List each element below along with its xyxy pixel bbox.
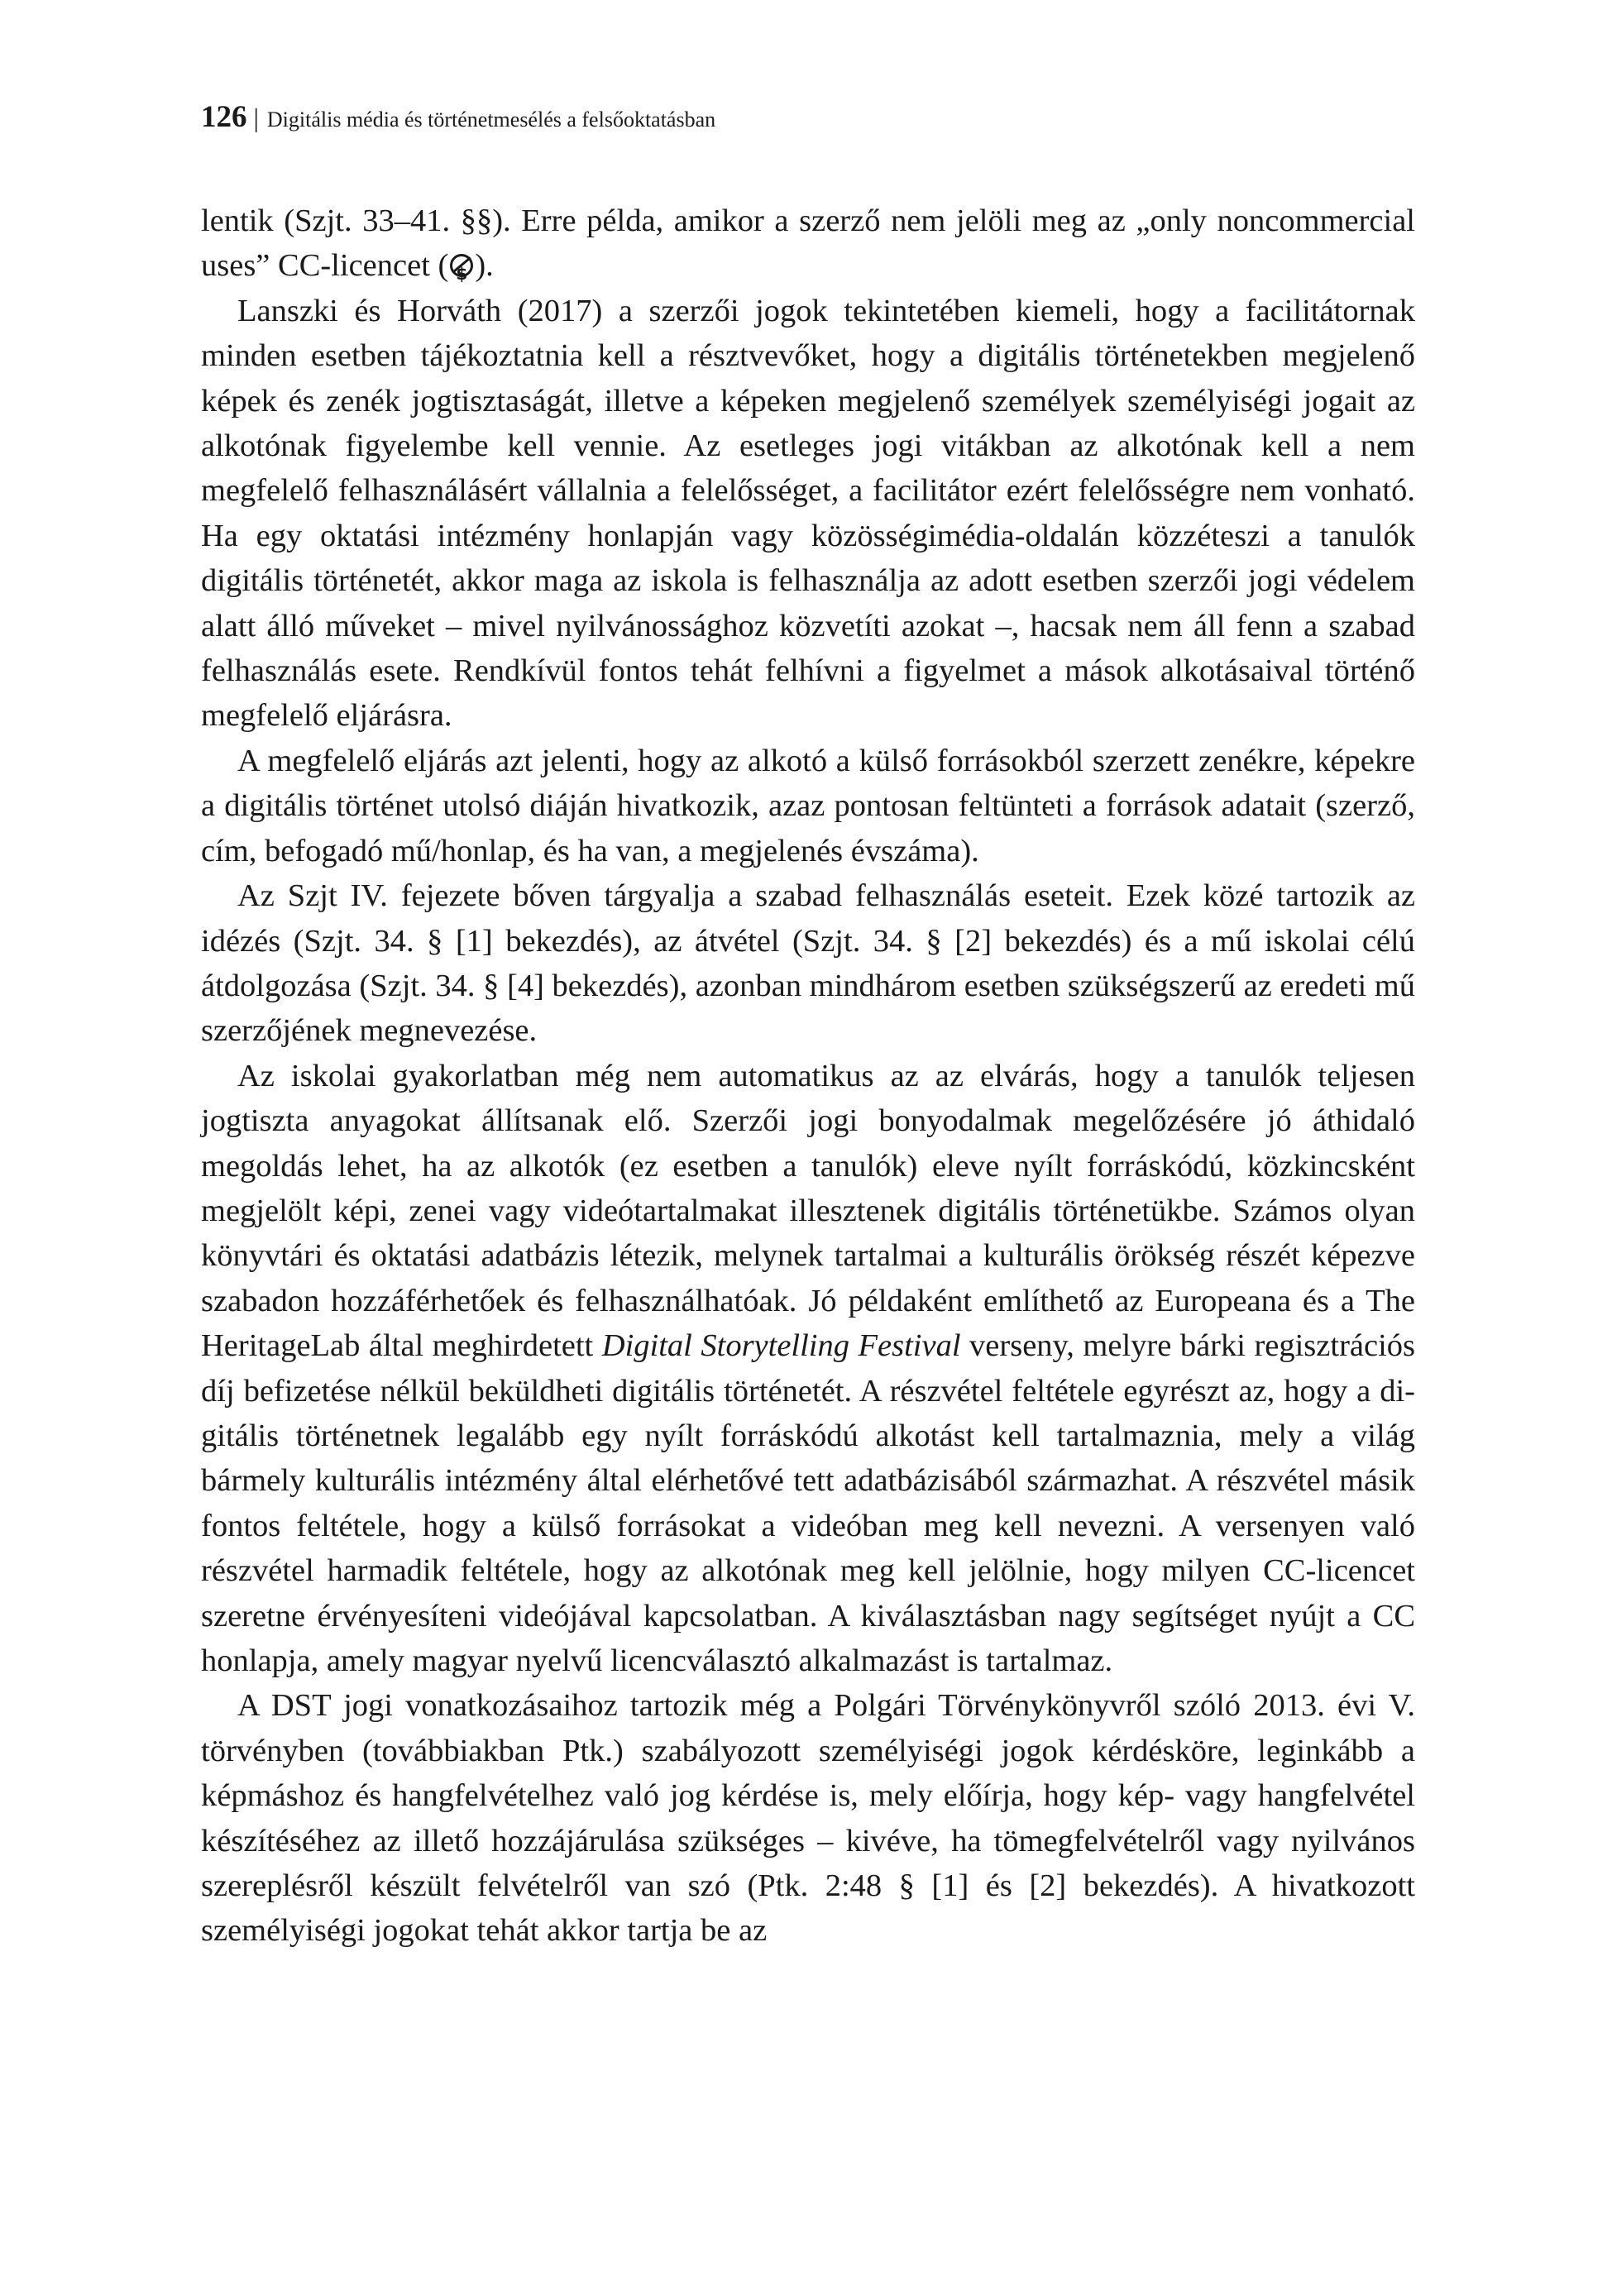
paragraph-1 (201, 199, 1415, 289)
running-header (201, 99, 1415, 149)
paragraph-2: Lanszki és Horváth (2017) a szerzői jogok tekintetében kiemeli, hogy a facilitátornak minden esetben tájékoztatnia kell a résztvevőket, hogy a digitális történetekben megjelenő képek és zenék jogtisztaságát, illetve a képeken megjelenő személyek személyiségi jogait az alkotónak figyelembe kell vennie. Az esetleges jogi vitákban az alkotónak kell a nem megfelelő felhasználásért vállalnia a felelősséget, a facilitátor ezért felelősségre nem vonható. Ha egy oktatási intézmény honlapján vagy közösségimédia-oldalán közzéteszi a tanulók digitális történetét, akkor maga az iskola is felhasználja az adott esetben szerzői jogi védelem alatt álló műveket – mivel nyilvánossághoz közvetíti azokat –, hacsak nem áll fenn a szabad felhasználás esete. Rendkívül fontos tehát felhívni a figyelmet a mások alkotásaival történő megfelelő eljárásra. (201, 293, 1415, 734)
paragraph-3: A megfelelő eljárás azt jelenti, hogy az alkotó a külső forrásokból szerzett zenékre, képekre a digitális történet utolsó diáján hivatkozik, azaz pontosan feltünteti a források adatait (szerző, cím, befogadó mű/honlap, és ha van, a megjelenés évszáma). (201, 743, 1415, 868)
page-number: 126 (201, 100, 247, 134)
cc-noncommercial-icon (450, 254, 473, 277)
document-page (201, 99, 1415, 1954)
festival-title: Digital Storytelling Festival (601, 1328, 961, 1364)
paragraph-5 (201, 1054, 1415, 1684)
paragraph-1-text-b: ). (475, 248, 494, 284)
body-text (201, 199, 1415, 1954)
paragraph-5-text-b: verseny, melyre bárki regisztrációs díj befizetése nélkül beküldheti digitális történetét. A részvétel feltétele egyrészt az, hogy a digitális történetnek legalább egy nyílt forráskódú alkotást kell tartalmaznia, mely a világ bármely kulturális intézmény által elérhetővé tett adatbázisából származhat. A részvétel másik fontos feltétele, hogy a külső forrásokat a videóban meg kell nevezni. A versenyen való részvétel harmadik feltétele, hogy az alkotónak meg kell jelölnie, hogy milyen CC-licencet szeretne érvényesíteni videójával kapcsolatban. A kiválasztásban nagy segítséget nyújt a CC honlapja, amely magyar nyelvű licencválasztó alkalmazást is tartalmaz. (201, 1328, 1415, 1678)
running-title: Digitális média és történetmesélés a felsőoktatásban (266, 108, 716, 132)
paragraph-6: A DST jogi vonatkozásaihoz tartozik még a Polgári Törvénykönyvről szóló 2013. évi V. törvényben (továbbiakban Ptk.) szabályozott személyiségi jogok kérdésköre, leginkább a képmáshoz és hangfelvételhez való jog kérdése is, mely előírja, hogy kép- vagy hangfelvétel készítéséhez az illető hozzájárulása szükséges – kivéve, ha tömegfelvételről vagy nyilvános szereplésről készült felvételről van szó (Ptk. 2:48 § [1] és [2] bekezdés). A hivatkozott személyiségi jogokat tehát akkor tartja be az (201, 1688, 1415, 1949)
paragraph-1-text-a: lentik (Szjt. 33–41. §§). Erre példa, amikor a szerző nem jelöli meg az „only noncommercial uses” CC-licencet ( (201, 203, 1415, 284)
paragraph-5-text-a: Az iskolai gyakorlatban még nem automatikus az az elvárás, hogy a tanulók teljesen jogtiszta anyagokat állítsanak elő. Szerzői jogi bonyodalmak megelőzésére jó áthidaló megoldás lehet, ha az alkotók (ez esetben a tanulók) eleve nyílt forráskódú, közkincsként megjelölt képi, zenei vagy videótartalmakat illesztenek digitális történetükbe. Számos olyan könyvtári és oktatási adatbázis létezik, melynek tartalmai a kulturális örökség részét képezve szabadon hozzáférhetőek és felhasználhatóak. Jó példaként említhető az Europeana és a The HeritageLab által meghirdetett (201, 1058, 1415, 1364)
paragraph-4: Az Szjt IV. fejezete bőven tárgyalja a szabad felhasználás eseteit. Ezek közé tartozik az idézés (Szjt. 34. § [1] bekezdés), az átvétel (Szjt. 34. § [2] bekezdés) és a mű iskolai célú átdolgozása (Szjt. 34. § [4] bekezdés), azonban mindhárom esetben szükségszerű az eredeti mű szerzőjének megnevezése. (201, 878, 1415, 1049)
header-separator: | (253, 103, 259, 132)
